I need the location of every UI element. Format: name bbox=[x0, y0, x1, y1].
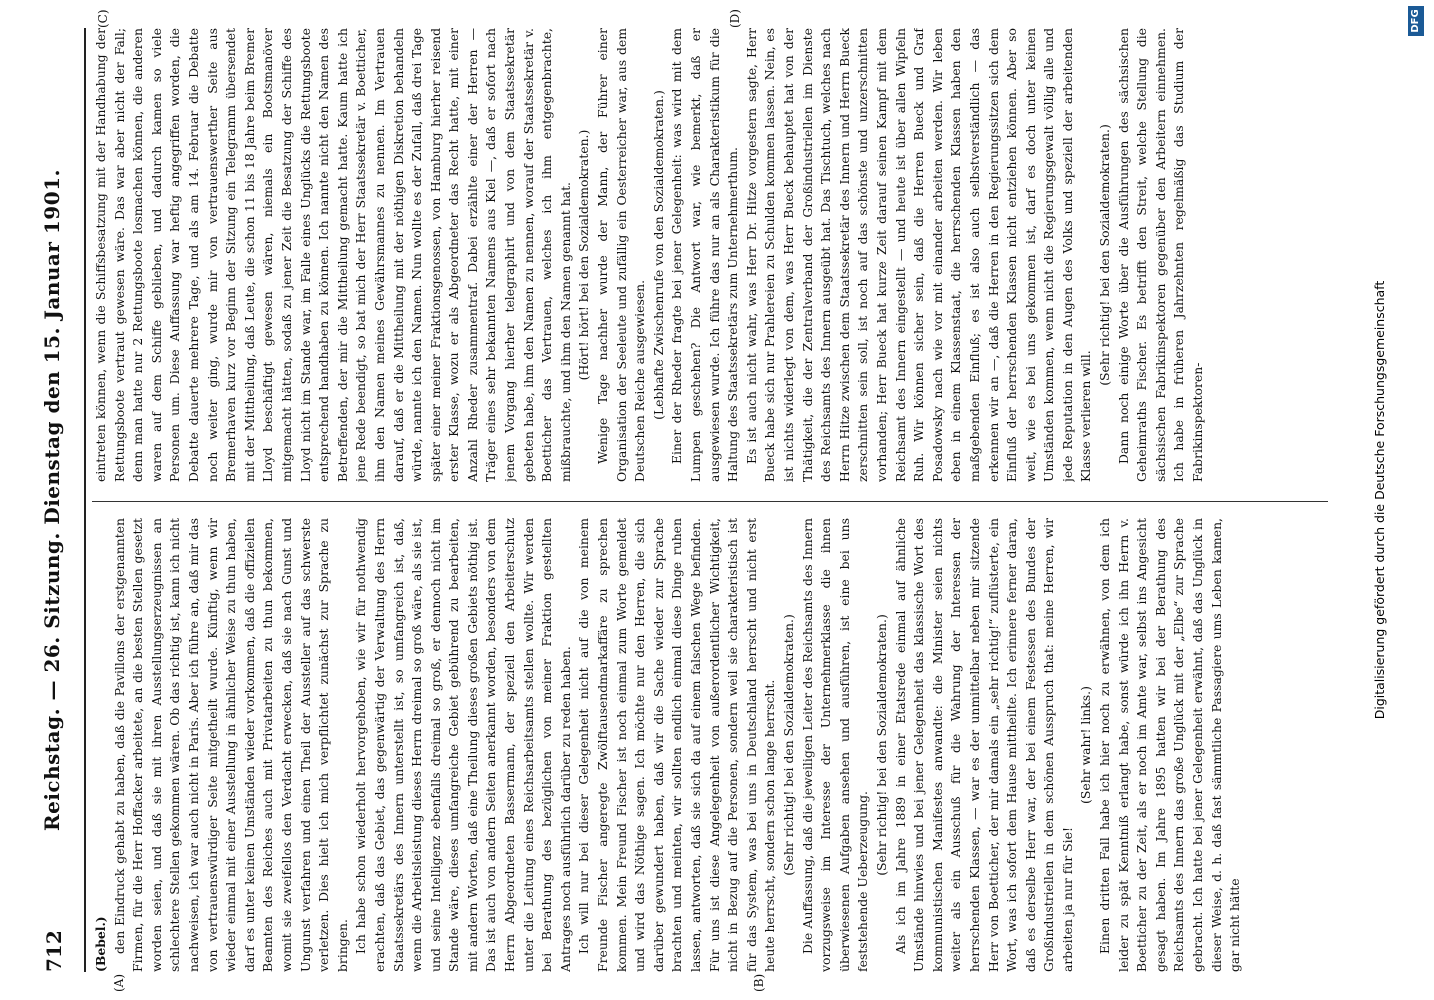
paragraph: Ich habe schon wiederholt hervorgehoben, wie wir für nothwendig erachten, daß das Gebiet, das gegenwärtig der Verwaltung des Herrn Staatssekretärs des Innern unterstellt ist, so umfangreich ist, daß, wenn die Arbeitsleistung dieses Herrn dreimal so groß wäre, als sie ist, und seine Intelligenz ebenfalls dreimal so groß, er dennoch nicht im Stande wäre, dieses umfangreiche Gebiet gebührend zu bearbeiten, mit andern Worten, daß eine Theilung dieses großen Gebiets nöthig ist. Das ist auch von andern Seiten anerkannt worden, besonders von dem Herrn Abgeordneten Bassermann, der speziell den Arbeiterschutz unter die Leitung eines Reichsarbeitsamts stellen wollte. Wir werden bei Berathung des bezüglichen von meiner Fraktion gestellten Antrages noch ausführlich darüber zu reden haben. bbox=[353, 518, 573, 972]
dfg-logo-badge: DFG bbox=[1408, 6, 1424, 36]
paragraph: eintreten können, wenn die Schiffsbesatzung mit der Handhabung der Rettungsboote vertraut gewesen wäre. Das war aber nicht der Fall; denn man hatte nur 2 Rettungsboote losmachen können, die anderen waren auf dem Schiffe geblieben, und dadurch kamen so viele Personen um. Diese Auffassung war heftig angegriffen worden, die Debatte dauerte mehrere Tage, und als am 14. Februar die Debatte noch weiter ging, wurde mir von vertrauenswerther Seite aus Bremerhaven kurz vor Beginn der Sitzung ein Telegramm übersendet mit der Mittheilung, daß Leute, die schon 11 bis 18 Jahre beim Bremer Lloyd beschäftigt gewesen wären, niemals ein Bootsmanöver mitgemacht hätten, sodaß zu jener Zeit die Besatzung der Schiffe des Lloyd nicht im Stande war, im Falle eines Unglücks die Rettungsboote entsprechend handhaben zu können. Ich nannte nicht den Namen des Betreffenden, der mir die Mittheilung gemacht hatte. Kaum hatte ich jene Rede beendigt, so bat mich der Herr Staatssekretär v. Boetticher, ihm den Namen meines Gewährsmannes zu nennen. Im Vertrauen darauf, daß er die Mittheilung mit der nöthigen Diskretion behandeln würde, nannte ich den Namen. Nun wollte es der Zufall, daß drei Tage später einer meiner Fraktionsgenossen, von Hamburg hierher reisend erster Klasse, wozu er als Abgeordneter das Recht hatte, mit einer Anzahl Rheder zusammentraf. Dabei erzählte einer der Herren — Träger eines sehr bekannten Namens aus Kiel —, daß er sofort nach jenem Vorgang hierher telegraphirt und von dem Staatssekretär gebeten habe, ihm den Namen zu nennen, worauf der Staatssekretär v. Boetticher das Vertrauen, welches ich ihm entgegenbrachte, mißbrauchte, und ihm den Namen genannt hat. bbox=[93, 28, 573, 482]
interjection: (Sehr richtig! bei den Sozialdemokraten.) bbox=[873, 614, 889, 876]
paragraph: Es ist auch nicht wahr, was Herr Dr. Hitze vorgestern sagte, Herr Bueck habe sich nur Prahlereien zu Schulden kommen lassen. Nein, es ist nichts widerlegt von dem, was Herr Bueck behauptet hat von der Thätigkeit, die der Zentralverband der Großindustriellen im Dienste des Reichsamts des Innern ausgeübt hat. Das Tischtuch, welches nach Herrn Hitze zwischen dem Staatssekretär des Innern und Herrn Bueck zerschnitten sein soll, ist noch auf das schönste und unzerschnitten vorhanden; Herr Bueck hat kurze Zeit darauf seinen Kampf mit dem Reichsamt des Innern eingestellt — und heute ist über allen Wipfeln Ruh. Wir können sicher sein, daß die Herren Bueck und Graf Posadowsky nach wie vor mit einander arbeiten werden. Wir leben eben in einem Klassenstaat, die herrschenden Klassen haben den maßgebenden Einfluß; es ist also auch selbstverständlich — das erkennen wir an —, daß die Herren in den Regierungssitzen sich dem Einfluß der herrschenden Klassen nicht entziehen können. Aber so weit, wie es bei uns gekommen ist, darf es doch unter keinen Umständen kommen, wenn nicht die Regierungsgewalt völlig alle und jede Reputation in den Augen des Volks und speziell der arbeitenden Klasse verlieren will. bbox=[743, 28, 1094, 482]
paragraph: Dann noch einige Worte über die Ausführungen des sächsischen Geheimraths Fischer. Es betrifft den Streit, welche Stellung die sächsischen Fabrikinspektoren gegenüber den Arbeitern einnehmen. Ich habe in früheren Jahrzehnten regelmäßig das Studium der Fabrikinspektoren- bbox=[1115, 28, 1206, 482]
margin-marker-d: (D) bbox=[728, 9, 742, 28]
left-column bbox=[92, 518, 1324, 972]
page-title: Reichstag. — 26. Sitzung. Dienstag den 15. Januar 1901. bbox=[40, 168, 64, 832]
page-header bbox=[36, 28, 72, 972]
paragraph: Wenige Tage nachher wurde der Mann, der Führer einer Organisation der Seeleute und zufällig ein Oesterreicher war, aus dem Deutschen Reiche ausgewiesen. bbox=[595, 28, 648, 482]
interjection: (Hört! hört! bei den Sozialdemokraten.) bbox=[576, 129, 592, 381]
page-number: 712 bbox=[42, 930, 66, 972]
interjection: (Sehr richtig! bei den Sozialdemokraten.) bbox=[780, 614, 796, 876]
column-divider bbox=[92, 501, 1328, 502]
digitization-credit: Digitalisierung gefördert durch die Deutsche Forschungsgemeinschaft bbox=[1372, 280, 1387, 720]
margin-marker-b: (B) bbox=[752, 973, 766, 992]
interjection: (Sehr wahr! links.) bbox=[1078, 686, 1094, 804]
paragraph: Einen dritten Fall habe ich hier noch zu erwähnen, von dem ich leider zu spät Kenntniß erlangt habe, sonst würde ich ihn Herrn v. Boetticher zu der Zeit, als er noch im Amte war, selbst ins Angesicht gesagt haben. Im Jahre 1895 hatten wir bei der Berathung des Reichsamts des Innern das große Unglück mit der „Elbe“ zur Sprache gebracht. Ich hatte bei jener Gelegenheit erwähnt, daß das Unglück in dieser Weise, d. h. daß fast sämmtliche Passagiere ums Leben kamen, gar nicht hätte bbox=[1097, 518, 1243, 972]
paragraph: Als ich im Jahre 1889 in einer Etatsrede einmal auf ähnliche Umstände hinwies und bei jener Gelegenheit das klassische Wort des kommunistischen Manifestes anwandte: die Minister seien nichts weiter als ein Ausschuß für die Wahrung der Interessen der herrschenden Klassen, — war es der unmittelbar neben mir sitzende Herr von Boetticher, der mir damals ein „sehr richtig!“ zuflüsterte, ein Wort, was ich sofort dem Hause mittheilte. Ich erinnere ferner daran, daß es derselbe Herr war, der bei einem Festessen des Bundes der Großindustriellen in dem schönen Ausspruch that: meine Herren, wir arbeiten ja nur für Sie! bbox=[892, 518, 1075, 972]
margin-marker-a: (A) bbox=[112, 973, 126, 992]
interjection: (Sehr richtig! bei den Sozialdemokraten.) bbox=[1097, 124, 1113, 386]
speaker-label: (Bebel.) bbox=[93, 916, 108, 972]
paragraph: Einer der Rheder fragte bei jener Gelegenheit: was wird mit dem Lumpen geschehen? Die Antwort war, wie bemerkt, daß er ausgewiesen wurde. Ich führe das nur an als Charakteristikum für die Haltung des Staatssekretärs zum Unternehmerthum. bbox=[669, 28, 741, 482]
paragraph: den Eindruck gehabt zu haben, daß die Pavillons der erstgenannten Firmen, für die Herr Hoffacker arbeitete, an die besten Stellen gesetzt worden seien, und daß sie mit ihren Ausstellungserzeugnissen an schlechtere Stellen gekommen wären. Ob das richtig ist, kann ich nicht nachweisen, ich war auch nicht in Paris. Aber ich führe an, daß mir das von vertrauenswürdiger Seite mitgetheilt wurde. Künftig, wenn wir wieder einmal mit einer Ausstellung in ähnlicher Weise zu thun haben, darf es unter keinen Umständen wieder vorkommen, daß die offiziellen Beamten des Reiches auch mit Privatarbeiten zu thun bekommen, womit sie zweifellos den Verdacht erwecken, daß sie nach Gunst und Ungunst verfahren und einen Theil der Aussteller auf das schwerste verletzen. Dies hielt ich mich verpflichtet zunächst zur Sprache zu bringen. bbox=[111, 518, 350, 972]
margin-marker-c: (C) bbox=[96, 9, 110, 28]
paragraph: Ich will nur bei dieser Gelegenheit nicht auf die von meinem Freunde Fischer angeregte Zwölftausendmarkaffäre zu sprechen kommen. Mein Freund Fischer ist noch einmal zum Worte gemeldet und wird das Nöthige sagen. Ich möchte nur den Herren, die sich darüber gewundert haben, daß wir die Sache wieder zur Sprache brachten und meinten, wir sollten endlich einmal diese Dinge ruhen lassen, antworten, daß sie sich da auf einem falschen Wege befinden. Für uns ist diese Angelegenheit von außerordentlicher Wichtigkeit, nicht in Bezug auf die Personen, sondern weil sie charakteristisch ist für das System, was bei uns in Deutschland herrscht und nicht erst heute herrscht, sondern schon lange herrscht. bbox=[576, 518, 778, 972]
header-rule bbox=[84, 28, 86, 972]
right-column bbox=[92, 28, 1324, 482]
paragraph: Die Auffassung, daß die jeweiligen Leiter des Reichsamts des Innern vorzugsweise im Interesse der Unternehmerklasse die ihnen überwiesenen Aufgaben ansehen und ausführen, ist eine bei uns feststehende Ueberzeugung. bbox=[799, 518, 871, 972]
interjection: (Lebhafte Zwischenrufe von den Sozialdemokraten.) bbox=[650, 90, 666, 420]
